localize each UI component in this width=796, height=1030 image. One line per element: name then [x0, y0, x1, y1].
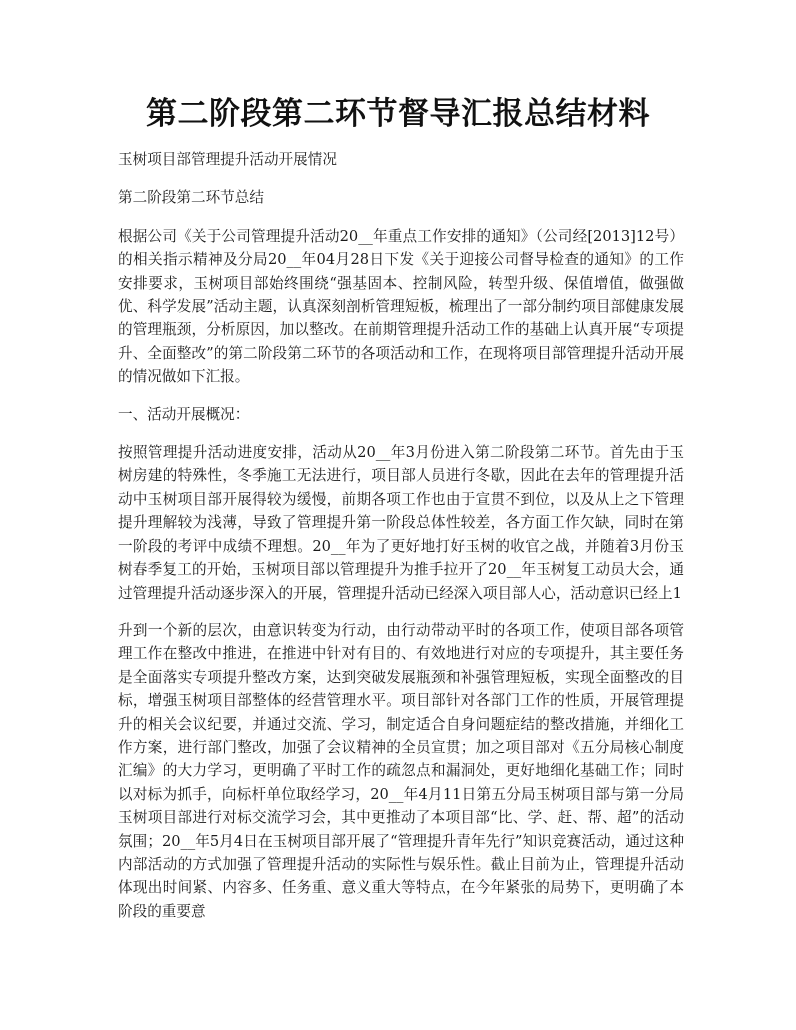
section-heading-overview: 一、活动开展概况： — [118, 405, 250, 423]
paragraph-intro: 根据公司《关于公司管理提升活动20__年重点工作安排的通知》（公司经[2013]12号）的相关指示精神及分局20__年04月28日下发《关于迎接公司督导检查的通知》的工作安排要求，玉树项目部始终围绕“强基固本、控制风险，转型升级、保值增值，做强做优、科学发展”活动主题，认真深刻剖析管理短板，梳理出了一部分制约项目部健康发展的管理瓶颈，分析原因，加以整改。在前期管理提升活动工作的基础上认真开展“专项提升、全面整改”的第二阶段第二环节的各项活动和工作，在现将项目部管理提升活动开展的情况做如下汇报。 — [118, 227, 684, 386]
paragraph-rectification: 升到一个新的层次，由意识转变为行动，由行动带动平时的各项工作，使项目部各项管理工作在整改中推进，在推进中针对有目的、有效地进行对应的专项提升，其主要任务是全面落实专项提升整改方案，达到突破发展瓶颈和补强管理短板，实现全面整改的目标，增强玉树项目部整体的经营管理水平。项目部针对各部门工作的性质，开展管理提升的相关会议纪要，并通过交流、学习，制定适合自身问题症结的整改措施，并细化工作方案，进行部门整改，加强了会议精神的全员宣贯；加之项目部对《五分局核心制度汇编》的大力学习，更明确了平时工作的疏忽点和漏洞处，更好地细化基础工作；同时以对标为抓手，向标杆单位取经学习，20__年4月11日第五分局玉树项目部与第一分局玉树项目部进行对标交流学习会，其中更推动了本项目部“比、学、赶、帮、超”的活动氛围；20__年5月4日在玉树项目部开展了“管理提升青年先行”知识竞赛活动，通过这种内部活动的方式加强了管理提升活动的实际性与娱乐性。截止目前为止，管理提升活动体现出时间紧、内容多、任务重、意义重大等特点，在今年紧张的局势下，更明确了本阶段的重要意 — [118, 621, 684, 920]
document-title: 第二阶段第二环节督导汇报总结材料 — [146, 96, 650, 132]
document-body — [118, 148, 684, 937]
paragraph-project-heading: 玉树项目部管理提升活动开展情况 — [118, 151, 337, 168]
paragraph-stage-heading: 第二阶段第二环节总结 — [118, 189, 264, 207]
paragraph-progress: 按照管理提升活动进度安排，活动从20__年3月份进入第二阶段第二环节。首先由于玉树房建的特殊性，冬季施工无法进行，项目部人员进行冬歇，因此在去年的管理提升活动中玉树项目部开展得较为缓慢，前期各项工作也由于宣贯不到位，以及从上之下管理提升理解较为浅薄，导致了管理提升第一阶段总体性较差，各方面工作欠缺，同时在第一阶段的考评中成绩不理想。20__年为了更好地打好玉树的收官之战，并随着3月份玉树春季复工的开始，玉树项目部以管理提升为推手拉开了20__年玉树复工动员大会，通过管理提升活动逐步深入的开展，管理提升活动已经深入项目部人心，活动意识已经上1 — [118, 444, 684, 602]
